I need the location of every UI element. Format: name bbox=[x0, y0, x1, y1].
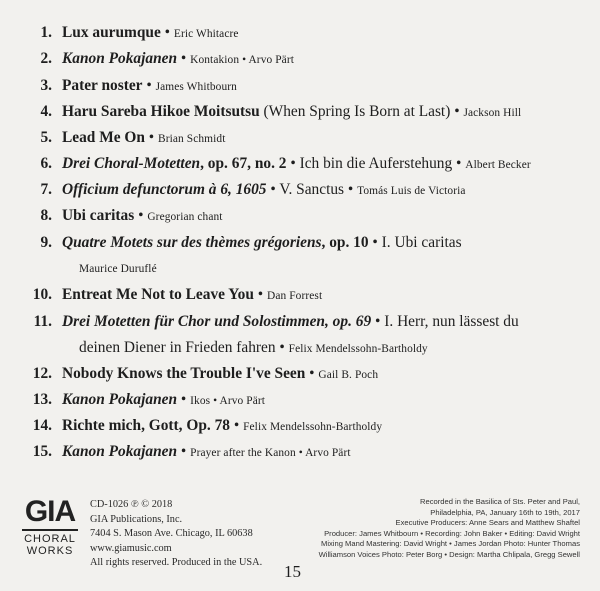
logo-line-1: CHORAL bbox=[24, 533, 76, 545]
track-title: Drei Motetten für Chor und Solostimmen, op. 69 bbox=[62, 313, 372, 330]
track-number: 13. bbox=[32, 391, 52, 408]
track-number: 9. bbox=[40, 234, 52, 251]
track-title: Pater noster bbox=[62, 77, 143, 94]
track-composer: Brian Schmidt bbox=[158, 133, 226, 145]
track-title: Kanon Pokajanen bbox=[62, 391, 178, 408]
track-number: 2. bbox=[40, 50, 52, 67]
track-title: Kanon Pokajanen bbox=[62, 443, 178, 460]
track-number: 3. bbox=[40, 77, 52, 94]
publisher-address: 7404 S. Mason Ave. Chicago, IL 60638 bbox=[90, 528, 253, 540]
catalog-number: CD-1026 ℗ © 2018 bbox=[90, 499, 173, 510]
track-composer: Ikos • Arvo Pärt bbox=[190, 395, 266, 407]
track-number: 6. bbox=[40, 155, 52, 172]
track-number: 10. bbox=[32, 286, 52, 303]
gia-choral-works-logo bbox=[22, 497, 78, 557]
track-movement: Ich bin die Auferstehung bbox=[299, 155, 453, 172]
track-number: 15. bbox=[32, 443, 52, 460]
track-opus: , op. 67, no. 2 bbox=[200, 155, 287, 172]
credit-line: Recorded in the Basilica of Sts. Peter and Paul, bbox=[420, 497, 580, 506]
page-number: 15 bbox=[284, 562, 301, 581]
track-number: 1. bbox=[40, 24, 52, 41]
logo-line-2: WORKS bbox=[26, 545, 74, 557]
track-title: Lux aurumque bbox=[62, 24, 161, 41]
track-subtitle: (When Spring Is Born at Last) bbox=[263, 103, 451, 120]
track-title: Ubi caritas bbox=[62, 207, 135, 224]
track-title: Officium defunctorum à 6, 1605 bbox=[62, 181, 267, 198]
credit-line: Williamson Voices Photo: Peter Borg • Design: Martha Chlipala, Gregg Sewell bbox=[318, 549, 580, 559]
track-title: Quatre Motets sur des thèmes grégoriens bbox=[62, 234, 322, 251]
track-movement: I. Ubi caritas bbox=[381, 234, 462, 251]
production-credits bbox=[280, 497, 580, 560]
track-movement: V. Sanctus bbox=[279, 181, 345, 198]
track-composer: Eric Whitacre bbox=[173, 28, 239, 40]
track-opus: , op. 10 bbox=[321, 234, 369, 251]
track-composer: James Whitbourn bbox=[155, 81, 237, 93]
track-number: 7. bbox=[40, 181, 52, 198]
credit-line: Philadelphia, PA, January 16th to 19th, 2017 bbox=[430, 507, 580, 517]
logo-rule bbox=[22, 529, 78, 531]
track-composer: Felix Mendelssohn-Bartholdy bbox=[243, 421, 383, 433]
track-title: Nobody Knows the Trouble I've Seen bbox=[62, 365, 306, 382]
track-composer: Jackson Hill bbox=[463, 107, 522, 119]
track-composer: Kontakion • Arvo Pärt bbox=[190, 54, 294, 66]
track-composer: Gregorian chant bbox=[147, 211, 223, 223]
track-title: Kanon Pokajanen bbox=[62, 50, 178, 67]
credit-line: Producer: James Whitbourn • Recording: John Baker • Editing: David Wright bbox=[324, 528, 580, 538]
credit-line: Executive Producers: Anne Sears and Matthew Shaftel bbox=[395, 518, 580, 527]
track-number: 8. bbox=[40, 207, 52, 224]
track-number: 4. bbox=[40, 103, 52, 120]
track-composer: Albert Becker bbox=[465, 159, 531, 171]
track-number: 5. bbox=[40, 129, 52, 146]
track-title: Richte mich, Gott, Op. 78 bbox=[62, 417, 230, 434]
track-composer: Dan Forrest bbox=[267, 290, 323, 302]
rights-notice: All rights reserved. Produced in the USA. bbox=[90, 557, 263, 569]
track-composer: Prayer after the Kanon • Arvo Pärt bbox=[190, 447, 351, 459]
publisher: GIA Publications, Inc. bbox=[90, 513, 183, 525]
track-title: Lead Me On bbox=[62, 129, 145, 146]
track-movement-cont: deinen Diener in Frieden fahren bbox=[79, 339, 276, 356]
credit-line: Mixing Mand Mastering: David Wright • James Jordan Photo: Hunter Thomas bbox=[321, 539, 580, 548]
track-composer: Tomás Luis de Victoria bbox=[357, 185, 466, 197]
track-composer: Felix Mendelssohn-Bartholdy bbox=[288, 343, 428, 355]
website: www.giamusic.com bbox=[90, 542, 172, 554]
track-composer: Maurice Duruflé bbox=[79, 263, 157, 275]
track-movement: I. Herr, nun lässest du bbox=[384, 313, 519, 330]
track-number: 12. bbox=[32, 365, 52, 382]
track-number: 11. bbox=[33, 313, 52, 330]
label-info bbox=[90, 498, 262, 571]
logo-gia-text: GIA bbox=[24, 495, 76, 528]
track-number: 14. bbox=[32, 417, 52, 434]
track-title: Entreat Me Not to Leave You bbox=[62, 286, 254, 303]
track-title: Haru Sareba Hikoe Moitsutsu bbox=[62, 103, 260, 120]
track-composer: Gail B. Poch bbox=[318, 369, 379, 381]
track-title: Drei Choral-Motetten bbox=[62, 155, 201, 172]
